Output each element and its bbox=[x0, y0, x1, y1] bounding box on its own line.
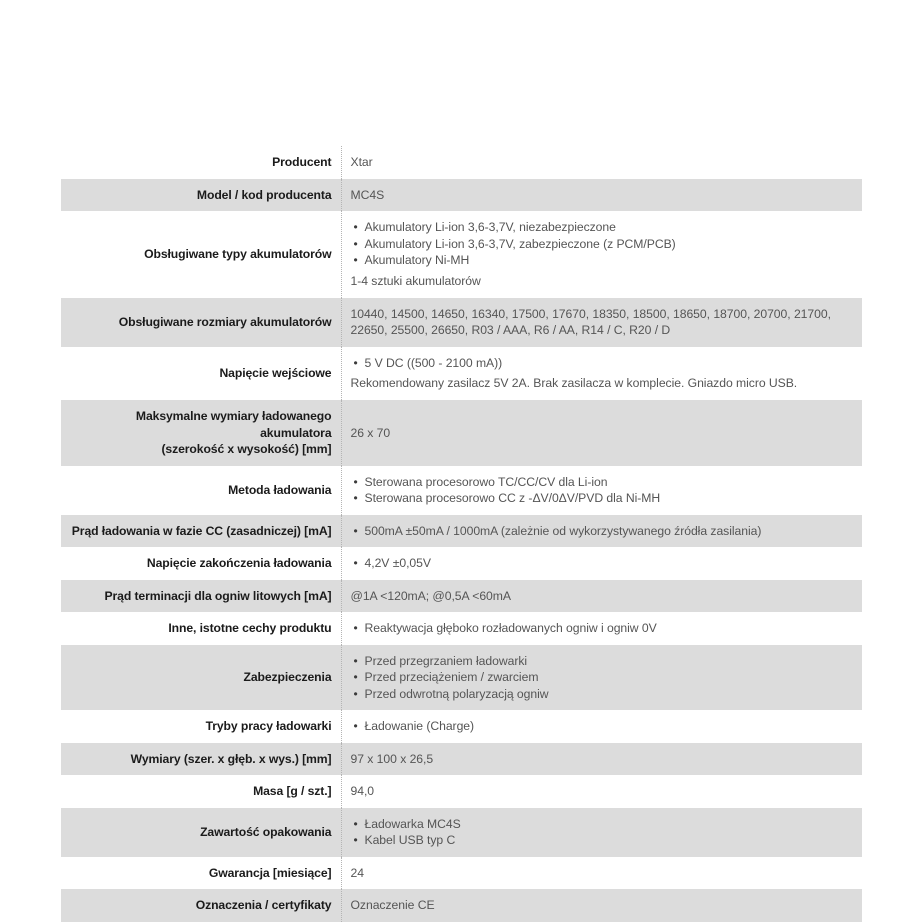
spec-value-cell bbox=[341, 298, 862, 347]
spec-value-text: 26 x 70 bbox=[350, 425, 391, 440]
spec-label-cell bbox=[61, 743, 341, 776]
table-row bbox=[61, 146, 862, 179]
list-item: • 500mA ±50mA / 1000mA (zależnie od wykorzystywanego źródła zasilania) bbox=[365, 523, 855, 540]
spec-value-cell bbox=[341, 211, 862, 298]
list-item: • Ładowarka MC4S bbox=[365, 816, 855, 833]
spec-value-text: 24 bbox=[350, 865, 364, 880]
spec-label-text: Metoda ładowania bbox=[228, 482, 332, 497]
table-row bbox=[61, 400, 862, 466]
spec-label-text: Napięcie wejściowe bbox=[219, 366, 332, 380]
spec-value-cell bbox=[341, 580, 862, 613]
spec-label-cell bbox=[61, 146, 341, 179]
spec-value-text: @1A <120mA; @0,5A <60mA bbox=[350, 588, 511, 603]
spec-label-cell bbox=[61, 347, 341, 401]
spec-value-list bbox=[351, 474, 855, 507]
list-item: • Akumulatory Li-ion 3,6-3,7V, niezabezpieczone bbox=[365, 219, 855, 236]
spec-label-cell bbox=[61, 645, 341, 711]
spec-label-text: Masa [g / szt.] bbox=[253, 784, 332, 798]
spec-value-note: 1-4 sztuki akumulatorów bbox=[350, 273, 481, 288]
list-item: • Kabel USB typ C bbox=[365, 832, 855, 849]
table-row bbox=[61, 547, 862, 580]
product-specification-table bbox=[61, 146, 862, 922]
spec-value-list bbox=[351, 620, 855, 637]
spec-value-cell bbox=[341, 710, 862, 743]
spec-value-cell bbox=[341, 857, 862, 890]
spec-label-cell bbox=[61, 775, 341, 808]
spec-value-list bbox=[351, 816, 855, 849]
spec-label-cell bbox=[61, 179, 341, 212]
table-row bbox=[61, 179, 862, 212]
table-row bbox=[61, 808, 862, 857]
spec-label-text: Oznaczenia / certyfikaty bbox=[195, 898, 332, 912]
spec-table-body bbox=[61, 146, 862, 922]
spec-label-cell bbox=[61, 515, 341, 548]
spec-value-cell bbox=[341, 612, 862, 645]
spec-label-text: Wymiary (szer. x głęb. x wys.) [mm] bbox=[130, 751, 332, 766]
list-item: • Przed odwrotną polaryzacją ogniw bbox=[365, 686, 855, 703]
spec-label-cell bbox=[61, 547, 341, 580]
list-item: • 4,2V ±0,05V bbox=[365, 555, 855, 572]
spec-value-list bbox=[351, 219, 855, 269]
spec-label-text: Prąd ładowania w fazie CC (zasadniczej) [mA] bbox=[71, 523, 332, 538]
spec-label-cell bbox=[61, 857, 341, 890]
spec-label-cell bbox=[61, 400, 341, 466]
list-item: • Sterowana procesorowo CC z -ΔV/0ΔV/PVD dla Ni-MH bbox=[365, 490, 855, 507]
spec-value-list bbox=[351, 653, 855, 703]
list-item: • Sterowana procesorowo TC/CC/CV dla Li-ion bbox=[365, 474, 855, 491]
spec-value-text: Xtar bbox=[350, 155, 373, 169]
spec-label-cell bbox=[61, 808, 341, 857]
spec-label-text: Tryby pracy ładowarki bbox=[205, 719, 332, 733]
table-row bbox=[61, 775, 862, 808]
table-row bbox=[61, 515, 862, 548]
list-item: • Przed przeciążeniem / zwarciem bbox=[365, 669, 855, 686]
spec-label-text: Zawartość opakowania bbox=[200, 824, 332, 839]
spec-label-cell bbox=[61, 298, 341, 347]
spec-label-text: Obsługiwane typy akumulatorów bbox=[144, 247, 332, 261]
spec-value-text: 94,0 bbox=[350, 784, 375, 798]
table-row bbox=[61, 347, 862, 401]
table-row bbox=[61, 889, 862, 922]
spec-value-cell bbox=[341, 179, 862, 212]
spec-value-cell bbox=[341, 743, 862, 776]
spec-label-cell bbox=[61, 466, 341, 515]
table-row bbox=[61, 298, 862, 347]
table-row bbox=[61, 857, 862, 890]
spec-value-list bbox=[351, 355, 855, 372]
spec-label-cell bbox=[61, 612, 341, 645]
spec-value-cell bbox=[341, 645, 862, 711]
spec-value-cell bbox=[341, 547, 862, 580]
table-row bbox=[61, 743, 862, 776]
table-row bbox=[61, 580, 862, 613]
spec-label-text: Gwarancja [miesiące] bbox=[208, 865, 332, 880]
spec-label-cell bbox=[61, 710, 341, 743]
spec-label-text: Model / kod producenta bbox=[196, 187, 332, 202]
list-item: • Akumulatory Ni-MH bbox=[365, 252, 855, 269]
list-item: • 5 V DC ((500 - 2100 mA)) bbox=[365, 355, 855, 372]
spec-label-text: Obsługiwane rozmiary akumulatorów bbox=[118, 314, 332, 329]
table-row bbox=[61, 211, 862, 298]
spec-value-cell bbox=[341, 775, 862, 808]
list-item: • Reaktywacja głęboko rozładowanych ogniw i ogniw 0V bbox=[365, 620, 855, 637]
spec-value-list bbox=[351, 523, 855, 540]
spec-label-cell bbox=[61, 580, 341, 613]
spec-value-note: Rekomendowany zasilacz 5V 2A. Brak zasilacza w komplecie. Gniazdo micro USB. bbox=[350, 376, 798, 390]
spec-label-text: Zabezpieczenia bbox=[243, 670, 332, 684]
spec-value-cell bbox=[341, 889, 862, 922]
spec-value-text: MC4S bbox=[350, 187, 385, 202]
spec-value-text: Oznaczenie CE bbox=[350, 898, 435, 912]
spec-value-cell bbox=[341, 347, 862, 401]
spec-value-cell bbox=[341, 146, 862, 179]
spec-label-text: Maksymalne wymiary ładowanego akumulatora bbox=[135, 409, 332, 440]
table-row bbox=[61, 612, 862, 645]
spec-value-cell bbox=[341, 515, 862, 548]
spec-label-cell bbox=[61, 211, 341, 298]
spec-value-cell bbox=[341, 466, 862, 515]
spec-label-text: Producent bbox=[272, 155, 332, 169]
spec-value-cell bbox=[341, 400, 862, 466]
table-row bbox=[61, 710, 862, 743]
spec-label-text: Napięcie zakończenia ładowania bbox=[146, 556, 332, 570]
spec-label-cell bbox=[61, 889, 341, 922]
spec-value-list bbox=[351, 718, 855, 735]
spec-label-text: Prąd terminacji dla ogniw litowych [mA] bbox=[104, 588, 332, 603]
list-item: • Ładowanie (Charge) bbox=[365, 718, 855, 735]
spec-label-text: Inne, istotne cechy produktu bbox=[168, 621, 332, 635]
table-row bbox=[61, 645, 862, 711]
spec-value-cell bbox=[341, 808, 862, 857]
spec-value-text: 10440, 14500, 14650, 16340, 17500, 17670, 18350, 18500, 18650, 18700, 20700, 21700, 22650, 25500, 26650, R03 / AAA, R6 / AA, R14 / C, R20 / D bbox=[350, 306, 831, 337]
spec-value-text: 97 x 100 x 26,5 bbox=[350, 751, 434, 766]
list-item: • Akumulatory Li-ion 3,6-3,7V, zabezpieczone (z PCM/PCB) bbox=[365, 236, 855, 253]
spec-label-text: (szerokość x wysokość) [mm] bbox=[161, 442, 332, 456]
spec-value-list bbox=[351, 555, 855, 572]
table-row bbox=[61, 466, 862, 515]
list-item: • Przed przegrzaniem ładowarki bbox=[365, 653, 855, 670]
